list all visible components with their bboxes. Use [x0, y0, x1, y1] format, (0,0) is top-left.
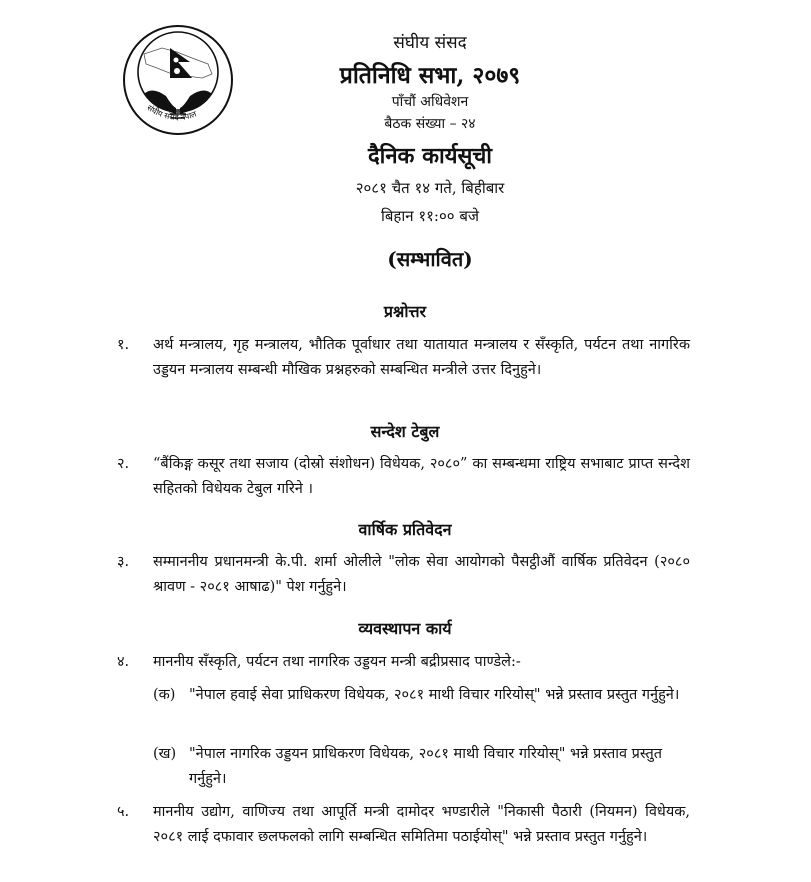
section-heading: प्रश्नोत्तर [383, 302, 427, 321]
item-number: ५. [117, 804, 130, 820]
agenda-item [117, 452, 690, 502]
subitem-label: (क) [153, 687, 176, 703]
item-number: १. [117, 337, 130, 353]
session-label: पाँचौं अधिवेशन [391, 94, 469, 110]
house-title: प्रतिनिधि सभा, २०७९ [339, 62, 521, 89]
item-text: सम्माननीय प्रधानमन्त्री के.पी. शर्मा ओलीले "लोक सेवा आयोगको पैसट्ठीऔं वार्षिक प्रतिवेदन (२०८० श्रावण - २०८१ आषाढ)" पेश गर्नुहुने। [153, 554, 690, 595]
agenda-title: दैनिक कार्यसूची [367, 143, 493, 169]
item-text: माननीय सँस्कृति, पर्यटन तथा नागरिक उड्डयन मन्त्री बद्रीप्रसाद पाण्डेले:- [153, 654, 521, 670]
agenda-item [117, 550, 690, 600]
probable-label: (सम्भावित) [387, 247, 473, 271]
section-heading: वार्षिक प्रतिवेदन [358, 520, 452, 539]
item-text: अर्थ मन्त्रालय, गृह मन्त्रालय, भौतिक पूर्वाधार तथा यातायात मन्त्रालय र सँस्कृति, पर्यटन तथा नागरिक उड्डयन मन्त्रालय सम्बन्धी मौखिक प्रश्नहरुको सम्बन्धित मन्त्रीले उत्तर दिनुहुने। [153, 337, 690, 378]
agenda-subitem [153, 742, 690, 792]
subitem-text: "नेपाल नागरिक उड्डयन प्राधिकरण विधेयक, २०८१ माथी विचार गरियोस्" भन्ने प्रस्ताव प्रस्तुत गर्नुहुने। [189, 746, 663, 787]
item-number: ३. [117, 554, 130, 570]
sitting-number: बैठक संख्या – २४ [384, 116, 476, 132]
parliament-logo [122, 24, 234, 136]
item-number: २. [117, 456, 130, 472]
agenda-time: बिहान ११:०० बजे [380, 207, 480, 225]
organization-name: संघीय संसद [393, 33, 467, 53]
section-heading: व्यवस्थापन कार्य [358, 619, 452, 638]
item-text: माननीय उद्योग, वाणिज्य तथा आपूर्ति मन्त्री दामोदर भण्डारीले "निकासी पैठारी (नियमन) विधेयक, २०८१ लाई दफावार छलफलको लागि सम्बन्धित समितिमा पठाईयोस्" भन्ने प्रस्ताव प्रस्तुत गर्नुहुने। [153, 804, 690, 845]
subitem-label: (ख) [153, 746, 177, 762]
agenda-date: २०८१ चैत १४ गते, बिहीबार [355, 179, 505, 197]
agenda-item [117, 650, 690, 675]
item-number: ४. [117, 654, 130, 670]
item-text: “बैंकिङ्ग कसूर तथा सजाय (दोस्रो संशोधन) विधेयक, २०८०” का सम्बन्धमा राष्ट्रिय सभाबाट प्राप्त सन्देश सहितको विधेयक टेबुल गरिने । [153, 456, 690, 497]
agenda-subitem [153, 683, 690, 708]
svg-text:संघीय संसद नेपाल: संघीय संसद नेपाल [145, 103, 198, 123]
subitem-text: "नेपाल हवाई सेवा प्राधिकरण विधेयक, २०८१ माथी विचार गरियोस्" भन्ने प्रस्ताव प्रस्तुत गर्नुहुने। [189, 687, 680, 703]
agenda-item [117, 333, 690, 383]
agenda-item [117, 800, 690, 850]
section-heading: सन्देश टेबुल [370, 422, 440, 441]
